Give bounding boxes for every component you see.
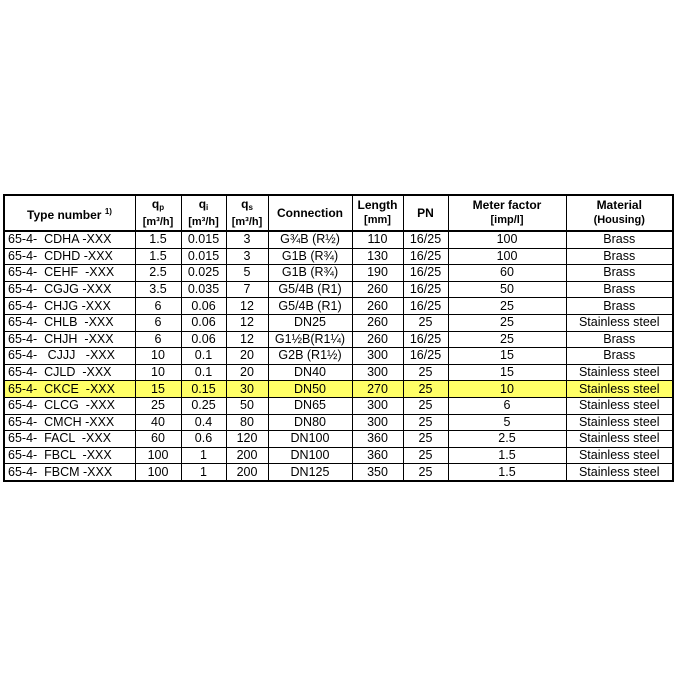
cell-qp: 40	[135, 414, 181, 431]
header-row	[4, 195, 673, 231]
cell-meter-factor: 100	[448, 248, 566, 265]
cell-pn: 25	[403, 431, 448, 448]
cell-qi: 0.015	[181, 248, 226, 265]
table-row	[4, 231, 673, 248]
cell-meter-factor: 5	[448, 414, 566, 431]
cell-qs: 12	[226, 314, 268, 331]
cell-material: Brass	[566, 281, 673, 298]
cell-qp: 25	[135, 397, 181, 414]
cell-qs: 50	[226, 397, 268, 414]
cell-qp: 10	[135, 364, 181, 381]
cell-qs: 20	[226, 348, 268, 365]
header-connection: Connection	[268, 195, 352, 231]
cell-material: Brass	[566, 248, 673, 265]
cell-length: 350	[352, 464, 403, 481]
cell-pn: 16/25	[403, 281, 448, 298]
cell-pn: 16/25	[403, 298, 448, 315]
cell-material: Stainless steel	[566, 364, 673, 381]
cell-meter-factor: 25	[448, 298, 566, 315]
cell-material: Stainless steel	[566, 397, 673, 414]
cell-length: 300	[352, 348, 403, 365]
cell-meter-factor: 60	[448, 265, 566, 282]
header-pn: PN	[403, 195, 448, 231]
cell-qi: 0.06	[181, 331, 226, 348]
cell-connection: DN100	[268, 447, 352, 464]
header-qs: $q_s$ [m³/h]	[226, 195, 268, 231]
cell-material: Stainless steel	[566, 431, 673, 448]
header-length: Length [mm]	[352, 195, 403, 231]
table-row	[4, 248, 673, 265]
cell-type-number: 65-4- CLCG -XXX	[4, 397, 135, 414]
cell-material: Stainless steel	[566, 447, 673, 464]
cell-type-number: 65-4- CDHA -XXX	[4, 231, 135, 248]
cell-qp: 1.5	[135, 231, 181, 248]
cell-type-number: 65-4- CHJH -XXX	[4, 331, 135, 348]
cell-material: Stainless steel	[566, 414, 673, 431]
table-row	[4, 281, 673, 298]
cell-pn: 25	[403, 447, 448, 464]
cell-qi: 0.06	[181, 298, 226, 315]
cell-length: 260	[352, 314, 403, 331]
cell-length: 110	[352, 231, 403, 248]
cell-connection: DN65	[268, 397, 352, 414]
header-meter-factor: Meter factor [imp/l]	[448, 195, 566, 231]
cell-length: 300	[352, 414, 403, 431]
cell-pn: 25	[403, 464, 448, 481]
cell-meter-factor: 15	[448, 364, 566, 381]
cell-pn: 25	[403, 314, 448, 331]
cell-pn: 25	[403, 381, 448, 398]
cell-pn: 16/25	[403, 331, 448, 348]
cell-connection: DN125	[268, 464, 352, 481]
cell-meter-factor: 6	[448, 397, 566, 414]
cell-type-number: 65-4- CJLD -XXX	[4, 364, 135, 381]
cell-qi: 0.6	[181, 431, 226, 448]
cell-meter-factor: 25	[448, 331, 566, 348]
cell-material: Brass	[566, 331, 673, 348]
cell-type-number: 65-4- FBCL -XXX	[4, 447, 135, 464]
table-row	[4, 431, 673, 448]
table-body	[4, 231, 673, 481]
cell-type-number: 65-4- FBCM -XXX	[4, 464, 135, 481]
cell-qi: 0.4	[181, 414, 226, 431]
cell-qi: 0.06	[181, 314, 226, 331]
cell-qp: 2.5	[135, 265, 181, 282]
cell-connection: DN25	[268, 314, 352, 331]
cell-length: 300	[352, 397, 403, 414]
cell-material: Brass	[566, 298, 673, 315]
cell-meter-factor: 100	[448, 231, 566, 248]
cell-qs: 120	[226, 431, 268, 448]
cell-type-number: 65-4- CJJJ -XXX	[4, 348, 135, 365]
cell-pn: 25	[403, 397, 448, 414]
cell-meter-factor: 50	[448, 281, 566, 298]
header-qp: $q_p$ [m³/h]	[135, 195, 181, 231]
cell-length: 270	[352, 381, 403, 398]
cell-material: Stainless steel	[566, 314, 673, 331]
cell-qs: 30	[226, 381, 268, 398]
cell-qs: 200	[226, 464, 268, 481]
cell-qs: 3	[226, 231, 268, 248]
cell-qi: 1	[181, 447, 226, 464]
cell-pn: 16/25	[403, 265, 448, 282]
cell-qp: 3.5	[135, 281, 181, 298]
cell-pn: 25	[403, 364, 448, 381]
cell-type-number: 65-4- CEHF -XXX	[4, 265, 135, 282]
spec-table-container	[3, 194, 672, 482]
cell-qp: 10	[135, 348, 181, 365]
cell-qp: 1.5	[135, 248, 181, 265]
cell-qi: 0.1	[181, 348, 226, 365]
table-row	[4, 298, 673, 315]
table-row	[4, 364, 673, 381]
cell-connection: G¾B (R½)	[268, 231, 352, 248]
cell-meter-factor: 15	[448, 348, 566, 365]
cell-qi: 0.025	[181, 265, 226, 282]
table-row	[4, 314, 673, 331]
cell-type-number: 65-4- CHJG -XXX	[4, 298, 135, 315]
cell-qi: 0.015	[181, 231, 226, 248]
cell-pn: 16/25	[403, 248, 448, 265]
cell-pn: 16/25	[403, 348, 448, 365]
cell-type-number: 65-4- CGJG -XXX	[4, 281, 135, 298]
cell-qs: 12	[226, 331, 268, 348]
cell-pn: 25	[403, 414, 448, 431]
cell-connection: G5/4B (R1)	[268, 281, 352, 298]
cell-connection: G1B (R¾)	[268, 265, 352, 282]
cell-pn: 16/25	[403, 231, 448, 248]
cell-type-number: 65-4- CHLB -XXX	[4, 314, 135, 331]
cell-type-number: 65-4- CMCH -XXX	[4, 414, 135, 431]
cell-qp: 6	[135, 331, 181, 348]
cell-connection: G1B (R¾)	[268, 248, 352, 265]
meter-spec-table	[3, 194, 674, 482]
cell-qi: 0.25	[181, 397, 226, 414]
cell-material: Brass	[566, 348, 673, 365]
cell-qs: 7	[226, 281, 268, 298]
cell-connection: G5/4B (R1)	[268, 298, 352, 315]
cell-qp: 100	[135, 447, 181, 464]
cell-meter-factor: 2.5	[448, 431, 566, 448]
table-row	[4, 331, 673, 348]
cell-material: Stainless steel	[566, 381, 673, 398]
cell-qs: 80	[226, 414, 268, 431]
table-row	[4, 381, 673, 398]
cell-material: Stainless steel	[566, 464, 673, 481]
cell-qp: 100	[135, 464, 181, 481]
cell-qs: 200	[226, 447, 268, 464]
cell-qp: 6	[135, 314, 181, 331]
cell-type-number: 65-4- CKCE -XXX	[4, 381, 135, 398]
cell-meter-factor: 25	[448, 314, 566, 331]
cell-length: 300	[352, 364, 403, 381]
cell-qi: 1	[181, 464, 226, 481]
cell-material: Brass	[566, 231, 673, 248]
cell-connection: G2B (R1½)	[268, 348, 352, 365]
table-row	[4, 447, 673, 464]
cell-qs: 3	[226, 248, 268, 265]
cell-meter-factor: 1.5	[448, 447, 566, 464]
header-material: Material (Housing)	[566, 195, 673, 231]
cell-qs: 20	[226, 364, 268, 381]
cell-connection: DN40	[268, 364, 352, 381]
header-qi: $q_i$ [m³/h]	[181, 195, 226, 231]
cell-meter-factor: 10	[448, 381, 566, 398]
table-row	[4, 265, 673, 282]
cell-length: 360	[352, 447, 403, 464]
cell-connection: DN80	[268, 414, 352, 431]
table-row	[4, 397, 673, 414]
table-row	[4, 414, 673, 431]
cell-meter-factor: 1.5	[448, 464, 566, 481]
cell-length: 260	[352, 281, 403, 298]
cell-qp: 6	[135, 298, 181, 315]
table-row	[4, 348, 673, 365]
cell-connection: DN100	[268, 431, 352, 448]
cell-qp: 60	[135, 431, 181, 448]
cell-length: 260	[352, 298, 403, 315]
cell-qs: 12	[226, 298, 268, 315]
cell-qi: 0.035	[181, 281, 226, 298]
cell-length: 130	[352, 248, 403, 265]
cell-qp: 15	[135, 381, 181, 398]
table-row	[4, 464, 673, 481]
cell-length: 360	[352, 431, 403, 448]
cell-connection: DN50	[268, 381, 352, 398]
cell-qs: 5	[226, 265, 268, 282]
cell-length: 260	[352, 331, 403, 348]
cell-connection: G1½B(R1¼)	[268, 331, 352, 348]
cell-type-number: 65-4- FACL -XXX	[4, 431, 135, 448]
header-type-number: Type number $^{1)}$	[4, 195, 135, 231]
cell-qi: 0.15	[181, 381, 226, 398]
cell-type-number: 65-4- CDHD -XXX	[4, 248, 135, 265]
cell-length: 190	[352, 265, 403, 282]
cell-material: Brass	[566, 265, 673, 282]
cell-qi: 0.1	[181, 364, 226, 381]
